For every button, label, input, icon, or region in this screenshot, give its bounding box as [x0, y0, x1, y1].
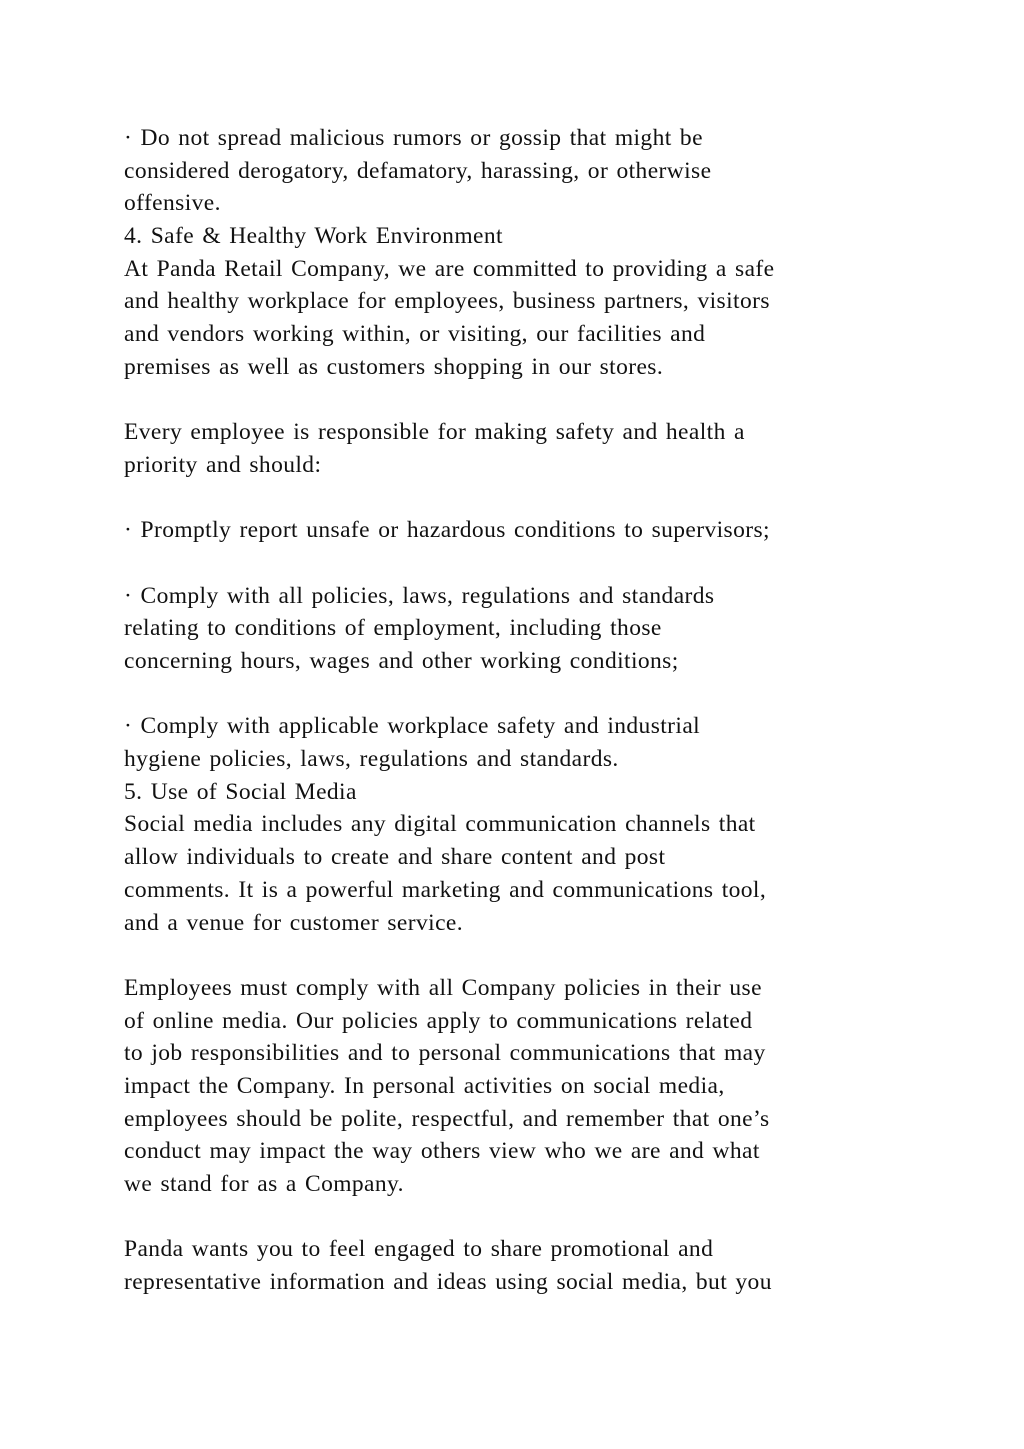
blank-line — [124, 678, 924, 711]
blank-line — [124, 939, 924, 972]
blank-line — [124, 482, 924, 515]
document-line: allow individuals to create and share content and post — [124, 844, 666, 871]
document-line: to job responsibilities and to personal communications that may — [124, 1040, 766, 1067]
document-line: hygiene policies, laws, regulations and standards. — [124, 746, 619, 773]
document-line: and a venue for customer service. — [124, 909, 464, 936]
document-line: Every employee is responsible for making safety and health a — [124, 419, 745, 446]
document-line: Panda wants you to feel engaged to share promotional and — [124, 1236, 714, 1263]
blank-line — [124, 547, 924, 580]
document-line: · Do not spread malicious rumors or gossip that might be — [124, 125, 703, 151]
document-line: employees should be polite, respectful, and remember that one’s — [124, 1105, 770, 1132]
document-line: impact the Company. In personal activities on social media, — [124, 1072, 725, 1099]
document-line: 5. Use of Social Media — [124, 778, 357, 805]
document-line: Social media includes any digital communication channels that — [124, 811, 756, 838]
document-line: conduct may impact the way others view who we are and what — [124, 1138, 760, 1165]
document-line: · Promptly report unsafe or hazardous conditions to supervisors; — [124, 517, 770, 544]
document-line: considered derogatory, defamatory, harassing, or otherwise — [124, 157, 712, 184]
document-line: Employees must comply with all Company policies in their use — [124, 974, 762, 1001]
document-line: 4. Safe & Healthy Work Environment — [124, 223, 503, 250]
document-line: and vendors working within, or visiting, our facilities and — [124, 321, 706, 348]
document-line: we stand for as a Company. — [124, 1171, 404, 1197]
document-line: comments. It is a powerful marketing and communications tool, — [124, 876, 767, 903]
document-line: At Panda Retail Company, we are committed to providing a safe — [124, 255, 775, 282]
document-line: relating to conditions of employment, including those — [124, 615, 662, 642]
document-line: of online media. Our policies apply to communications related — [124, 1007, 753, 1034]
document-line: priority and should: — [124, 451, 322, 478]
document-line: concerning hours, wages and other working conditions; — [124, 648, 679, 674]
document-line: representative information and ideas using social media, but you — [124, 1269, 772, 1296]
document-body — [124, 122, 924, 1299]
document-line: offensive. — [124, 190, 221, 217]
blank-line — [124, 1201, 924, 1234]
document-line: and healthy workplace for employees, business partners, visitors — [124, 288, 770, 315]
blank-line — [124, 384, 924, 417]
document-line: · Comply with all policies, laws, regulations and standards — [124, 582, 715, 609]
document-line: premises as well as customers shopping in our stores. — [124, 353, 664, 380]
document-line: · Comply with applicable workplace safety and industrial — [124, 713, 701, 740]
